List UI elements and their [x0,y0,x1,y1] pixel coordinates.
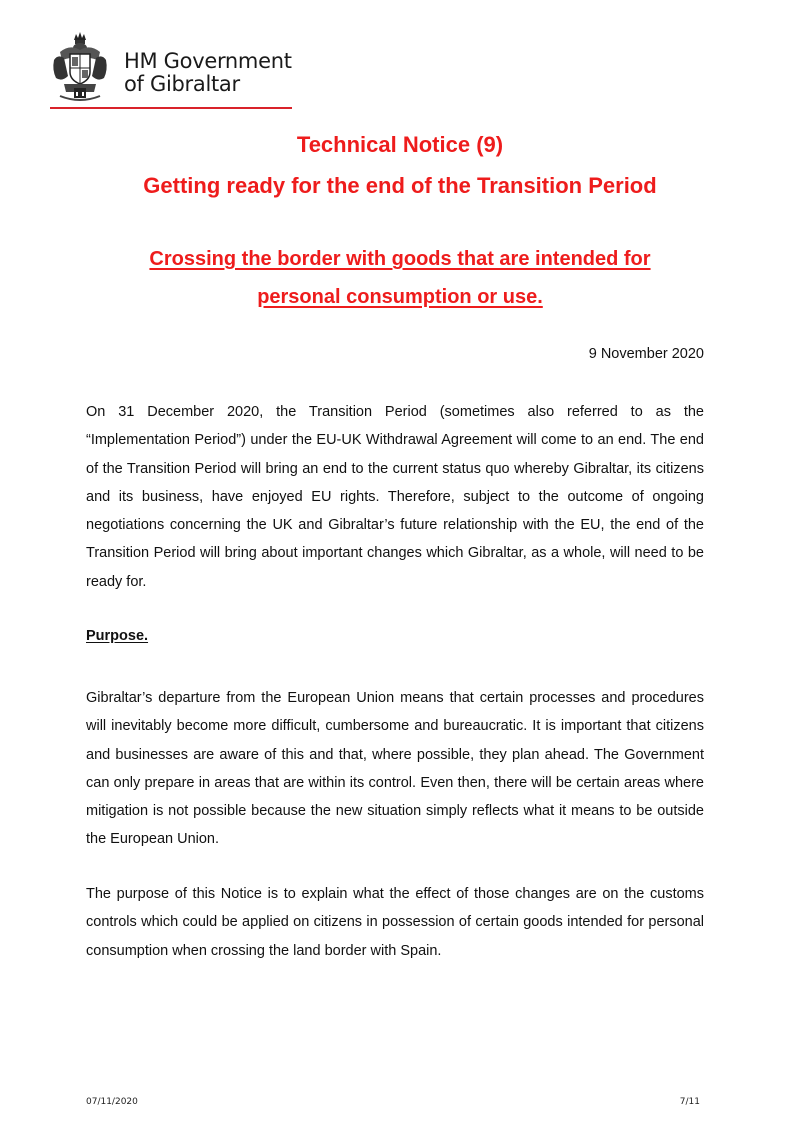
document-date: 9 November 2020 [588,346,704,362]
gibraltar-government-logo [50,30,295,110]
logo-text [124,50,292,96]
intro-paragraph: On 31 December 2020, the Transition Period (sometimes also referred to as the “Implementation Period”) under the EU-UK Withdrawal Agreement will come to an end. The end of the Transition Period will bring an end to the current status quo whereby Gibraltar, its citizens and its business, have enjoyed EU rights. Therefore, subject to the outcome of ongoing negotiations concerning the UK and Gibraltar’s future relationship with the EU, the end of the Transition Period will bring about important changes which Gibraltar, as a whole, will need to be ready for. [86,404,704,590]
footer-page-number: 7/11 [679,1097,700,1107]
purpose-paragraph-2: The purpose of this Notice is to explain what the effect of those changes are on the customs controls which could be applied on citizens in possession of certain goods intended for personal consumption when crossing the land border with Spain. [86,886,704,959]
logo-divider [50,107,292,109]
notice-subtitle [0,240,800,316]
notice-main-title: Getting ready for the end of the Transition Period [143,173,657,198]
purpose-paragraph-1: Gibraltar’s departure from the European Union means that certain processes and procedures will inevitably become more difficult, cumbersome and bureaucratic. It is important that citizens and businesses are aware of this and that, where possible, they plan ahead. The Government can only prepare in areas that are within its control. Even then, there will be certain areas where mitigation is not possible because the new situation simply reflects what it means to be outside the European Union. [86,690,704,848]
logo-line-2: of Gibraltar [124,72,240,96]
coat-of-arms-icon [50,30,110,104]
subtitle-line-2: personal consumption or use. [257,286,543,308]
subtitle-line-1: Crossing the border with goods that are intended for [149,248,651,270]
logo-line-1: HM Government [124,49,292,73]
purpose-heading: Purpose. [86,628,149,644]
notice-number-title: Technical Notice (9) [296,132,504,157]
footer-date: 07/11/2020 [86,1097,138,1107]
